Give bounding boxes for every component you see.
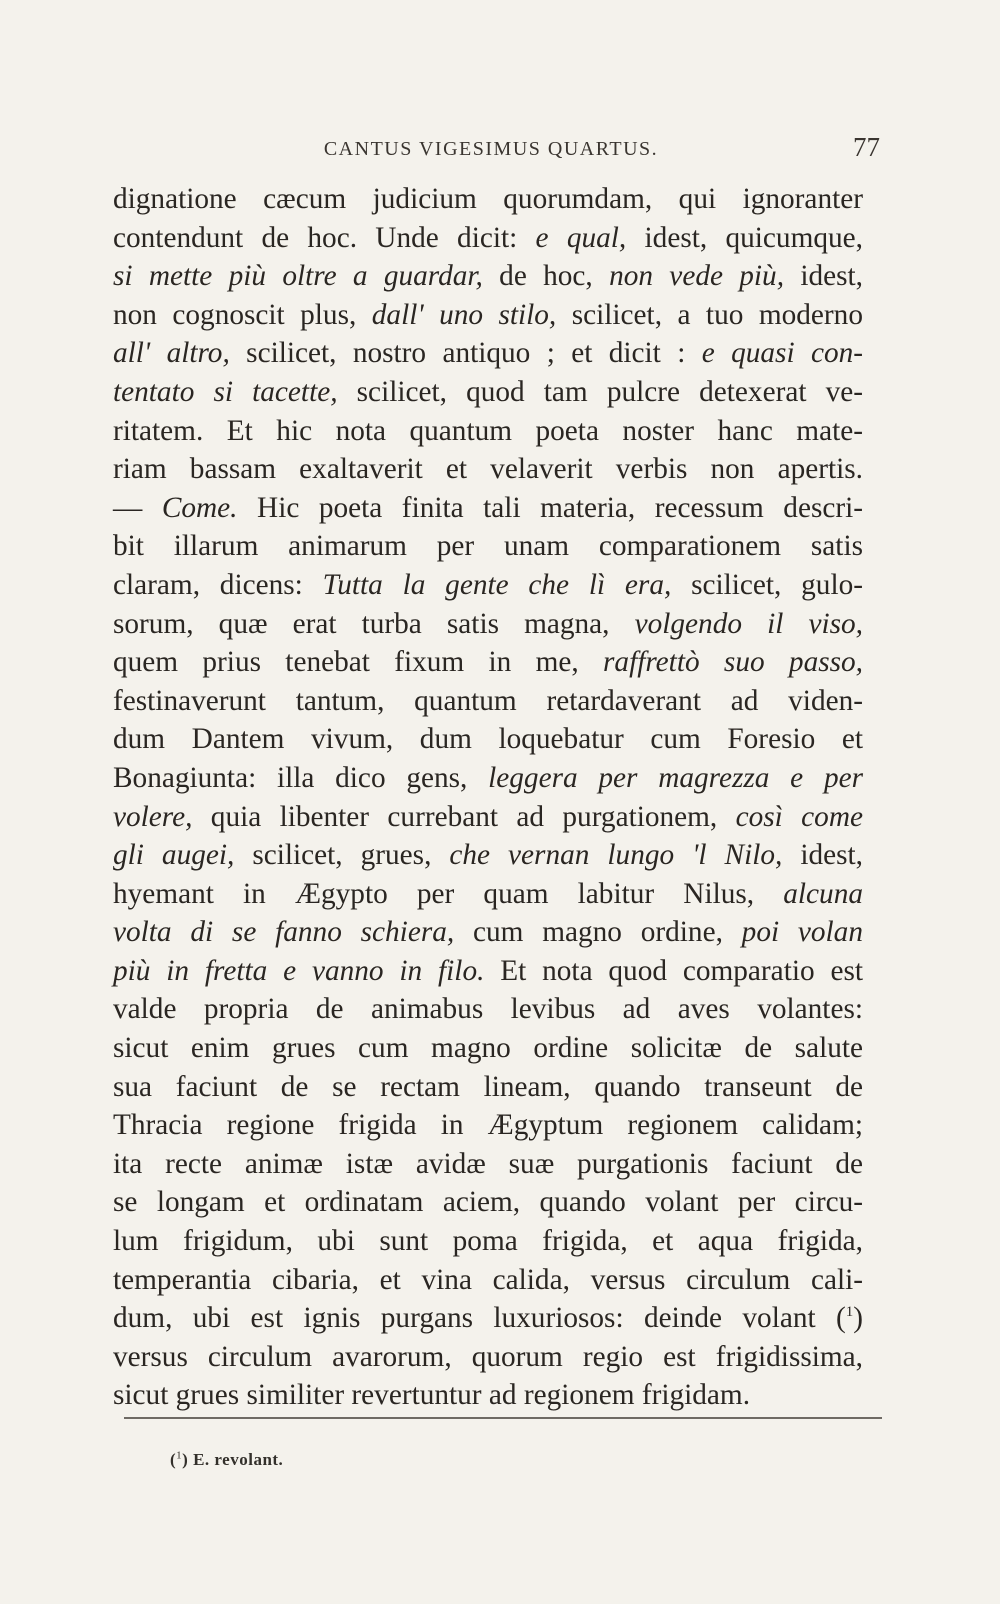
text-line: quem prius tenebat fixum in me, raffrettò suo passo,: [113, 646, 863, 679]
text-line: sua faciunt de se rectam lineam, quando transeunt de: [113, 1070, 863, 1103]
footnote-divider: [124, 1417, 882, 1419]
text-line: temperantia cibaria, et vina calida, versus circulum cali-: [113, 1263, 863, 1296]
text-line: si mette più oltre a guardar, de hoc, non vede più, idest,: [113, 260, 864, 293]
text-line: volere, quia libenter currebant ad purgationem, così come: [113, 800, 863, 833]
text-line: sorum, quæ erat turba satis magna, volgendo il viso,: [113, 607, 863, 640]
text-line: — Come. Hic poeta finita tali materia, recessum descri-: [113, 491, 864, 524]
text-line: contendunt de hoc. Unde dicit: e qual, idest, quicumque,: [113, 221, 863, 254]
text-line: dignatione cæcum judicium quorumdam, qui ignoranter: [113, 183, 863, 215]
text-line: sicut enim grues cum magno ordine solicitæ de salute: [113, 1032, 863, 1065]
text-line: hyemant in Ægypto per quam labitur Nilus, alcuna: [113, 877, 863, 910]
text-line: ritatem. Et hic nota quantum poeta noster hanc mate-: [113, 414, 863, 447]
text-line: valde propria de animabus levibus ad aves volantes:: [113, 993, 863, 1026]
text-line: all' altro, scilicet, nostro antiquo ; et dicit : e quasi con-: [113, 337, 864, 370]
text-line: più in fretta e vanno in filo. Et nota quod comparatio est: [113, 954, 863, 987]
text-line: tentato si tacette, scilicet, quod tam pulcre detexerat ve-: [113, 375, 863, 408]
text-line: lum frigidum, ubi sunt poma frigida, et aqua frigida,: [113, 1225, 863, 1258]
text-line: festinaverunt tantum, quantum retardaverant ad viden-: [113, 684, 863, 717]
text-line: Bonagiunta: illa dico gens, leggera per magrezza e per: [113, 761, 863, 794]
text-line: se longam et ordinatam aciem, quando volant per circu-: [113, 1186, 863, 1219]
footnote-text: E. revolant.: [193, 1450, 284, 1469]
text-line: ita recte animæ istæ avidæ suæ purgationis faciunt de: [113, 1147, 863, 1180]
text-line: versus circulum avarorum, quorum regio est frigidissima,: [113, 1340, 863, 1373]
footnote-reference[interactable]: 1: [845, 1304, 854, 1321]
text-line: sicut grues similiter revertuntur ad regionem frigidam.: [113, 1379, 751, 1412]
text-line: claram, dicens: Tutta la gente che lì era, scilicet, gulo-: [113, 568, 863, 601]
text-line: bit illarum animarum per unam comparationem satis: [113, 530, 863, 563]
text-line: Thracia regione frigida in Ægyptum regionem calidam;: [113, 1109, 863, 1142]
text-line: volta di se fanno schiera, cum magno ordine, poi volan: [113, 916, 863, 949]
text-line: riam bassam exaltaverit et velaverit verbis non apertis.: [113, 453, 863, 486]
text-line: gli augei, scilicet, grues, che vernan lungo 'l Nilo, idest,: [113, 839, 863, 872]
page-header: [112, 132, 880, 172]
page-number: 77: [853, 132, 880, 162]
footnote-mark: 1: [176, 1449, 183, 1462]
text-line: dum Dantem vivum, dum loquebatur cum Foresio et: [113, 723, 863, 756]
text-line: dum, ubi est ignis purgans luxuriosos: deinde volant ($^1$): [113, 1302, 863, 1335]
footnote: ($^1$) E. revolant.: [170, 1449, 284, 1469]
text-line: non cognoscit plus, dall' uno stilo, scilicet, a tuo moderno: [113, 298, 863, 331]
body-text: [113, 180, 863, 1415]
running-head: CANTUS VIGESIMUS QUARTUS.: [323, 138, 659, 160]
